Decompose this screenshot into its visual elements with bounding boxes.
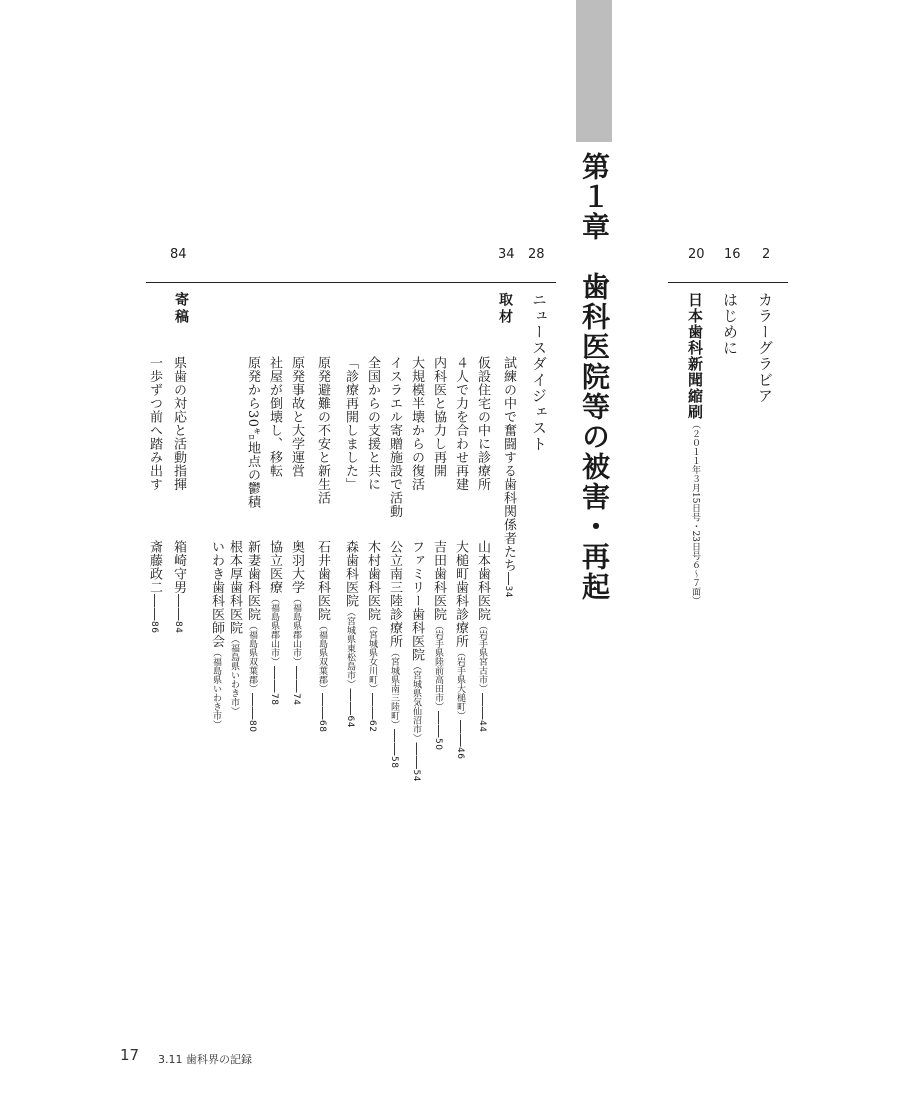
dept-page: 80 bbox=[247, 720, 257, 733]
dept-name: 吉田歯科医院 bbox=[431, 540, 446, 621]
contrib-author-2: 斎藤政二――86 bbox=[147, 540, 162, 634]
page-number-34: 34 bbox=[498, 247, 515, 262]
report-topic-9[interactable]: 原発避難の不安と新生活 bbox=[315, 356, 330, 505]
dept-location: （宮城県南三陸町） bbox=[389, 648, 399, 729]
dept-page: 46 bbox=[455, 747, 465, 760]
toc-color-gravure[interactable]: カラーグラビア bbox=[756, 292, 774, 404]
report-dept-13 bbox=[226, 540, 242, 716]
chapter-tab-marker bbox=[576, 0, 612, 142]
dept-page: 62 bbox=[367, 720, 377, 733]
page-number-20: 20 bbox=[688, 247, 705, 262]
dept-page: 74 bbox=[291, 693, 301, 706]
report-dept-3: 大槌町歯科診療所（岩手県大槌町）――46 bbox=[453, 540, 468, 760]
author-name: 斎藤政二 bbox=[147, 540, 162, 594]
dept-name: 森歯科医院 bbox=[343, 540, 358, 608]
dept-name: ファミリー歯科医院 bbox=[409, 540, 424, 662]
dept-location: （福島県郡山市） bbox=[291, 594, 301, 666]
report-topic-7[interactable]: 全国からの支援と共に bbox=[365, 356, 380, 491]
newspaper-reprint-title: 日本歯科新聞縮刷 bbox=[686, 292, 704, 420]
report-dept-12: 新妻歯科医院（福島県双葉郡）――80 bbox=[245, 540, 260, 733]
author-name: 箱崎守男 bbox=[171, 540, 186, 594]
report-topic-12[interactable]: 原発から30㌔地点の鬱積 bbox=[245, 356, 260, 509]
dept-name: 根本厚歯科医院 bbox=[227, 540, 242, 635]
dept-page: 50 bbox=[433, 738, 443, 751]
dept-location: （宮城県女川町） bbox=[367, 621, 377, 693]
page-number-28: 28 bbox=[528, 247, 545, 262]
report-topic-1[interactable]: 試練の中で奮闘する歯科関係者たち―34 bbox=[501, 356, 516, 598]
contrib-label: 寄稿 bbox=[173, 292, 189, 326]
footer-book-title: 3.11 歯科界の記録 bbox=[158, 1053, 252, 1066]
report-dept-11: 協立医療（福島県郡山市）――78 bbox=[267, 540, 282, 706]
report-topic-8[interactable]: 「診療再開しました」 bbox=[343, 356, 358, 491]
dept-page: 44 bbox=[477, 720, 487, 733]
dept-location: （宮城県東松島市） bbox=[345, 607, 355, 689]
report-topic-3[interactable]: ４人で力を合わせ再建 bbox=[453, 356, 468, 491]
report-topic-2[interactable]: 仮設住宅の中に診療所 bbox=[475, 356, 490, 491]
dept-location: （岩手県大槌町） bbox=[455, 648, 465, 720]
dept-location: （福島県いわき市） bbox=[211, 648, 221, 729]
dept-name: 公立南三陸診療所 bbox=[387, 540, 402, 648]
report-topic-10[interactable]: 原発事故と大学運営 bbox=[289, 356, 304, 478]
report-dept-4: 吉田歯科医院（岩手県陸前高田市）――50 bbox=[431, 540, 446, 751]
author-page: 86 bbox=[149, 621, 159, 634]
dept-name: 石井歯科医院 bbox=[315, 540, 330, 621]
dept-name: 木村歯科医院 bbox=[365, 540, 380, 621]
toc-introduction[interactable]: はじめに bbox=[721, 292, 739, 356]
dept-page: 78 bbox=[269, 693, 279, 706]
chapter-title: 第１章 歯科医院等の被害・再起 bbox=[578, 152, 611, 602]
report-dept-2: 山本歯科医院（岩手県宮古市）――44 bbox=[475, 540, 490, 733]
dept-page: 64 bbox=[345, 715, 355, 728]
dept-location: （宮城県気仙沼市） bbox=[411, 661, 421, 743]
contrib-topic-1[interactable]: 県歯の対応と活動指揮 bbox=[171, 356, 186, 491]
dept-location: （福島県双葉郡） bbox=[247, 621, 257, 693]
reports-label: 取材 bbox=[497, 292, 513, 326]
dept-name: 新妻歯科医院 bbox=[245, 540, 260, 621]
dept-page: 68 bbox=[317, 720, 327, 733]
dept-name: 協立医療 bbox=[267, 540, 282, 594]
report-page: 34 bbox=[503, 585, 513, 598]
dept-location: （福島県いわき市） bbox=[229, 634, 239, 716]
dept-page: 58 bbox=[389, 756, 399, 769]
page-number-84: 84 bbox=[170, 247, 187, 262]
chapter-rule bbox=[146, 282, 556, 283]
report-topic-6[interactable]: イスラエル寄贈施設で活動 bbox=[387, 356, 402, 518]
author-page: 84 bbox=[173, 621, 183, 634]
dept-name: 山本歯科医院 bbox=[475, 540, 490, 621]
report-dept-6: 公立南三陸診療所（宮城県南三陸町）――58 bbox=[387, 540, 402, 769]
dept-location: （福島県双葉郡） bbox=[317, 621, 327, 693]
page-number-16: 16 bbox=[724, 247, 741, 262]
report-dept-8: 森歯科医院（宮城県東松島市）――64 bbox=[343, 540, 358, 728]
page-number-2: 2 bbox=[762, 247, 771, 262]
contrib-author-1: 箱崎守男――84 bbox=[171, 540, 186, 634]
report-topic-4[interactable]: 内科医と協力し再開 bbox=[431, 356, 446, 478]
report-dept-7: 木村歯科医院（宮城県女川町）――62 bbox=[365, 540, 380, 733]
front-rule bbox=[668, 282, 788, 283]
report-topic-11[interactable]: 社屋が倒壊し、移転 bbox=[267, 356, 282, 478]
dept-location: （福島県郡山市） bbox=[269, 594, 279, 666]
report-dept-14 bbox=[208, 540, 224, 729]
dept-page: 54 bbox=[411, 769, 421, 782]
dept-location: （岩手県宮古市） bbox=[477, 621, 487, 693]
dept-location: （岩手県陸前高田市） bbox=[433, 621, 443, 711]
newspaper-reprint-note: （２０１１年３月15日号・23日号６〜７面） bbox=[690, 420, 700, 605]
report-dept-5: ファミリー歯科医院（宮城県気仙沼市）――54 bbox=[409, 540, 424, 782]
dept-name: 大槌町歯科診療所 bbox=[453, 540, 468, 648]
dept-name: いわき歯科医師会 bbox=[209, 540, 224, 648]
report-dept-9: 石井歯科医院（福島県双葉郡）――68 bbox=[315, 540, 330, 733]
report-dept-10: 奥羽大学（福島県郡山市）――74 bbox=[289, 540, 304, 706]
dept-name: 奥羽大学 bbox=[289, 540, 304, 594]
toc-newspaper-reprint[interactable] bbox=[686, 292, 704, 605]
toc-news-digest[interactable]: ニュースダイジェスト bbox=[530, 292, 548, 452]
report-topic-text: 試練の中で奮闘する歯科関係者たち bbox=[501, 356, 516, 572]
contrib-topic-2[interactable]: 一歩ずつ前へ踏み出す bbox=[147, 356, 162, 491]
footer-page-number: 17 bbox=[120, 1046, 140, 1064]
report-topic-5[interactable]: 大規模半壊からの復活 bbox=[409, 356, 424, 491]
